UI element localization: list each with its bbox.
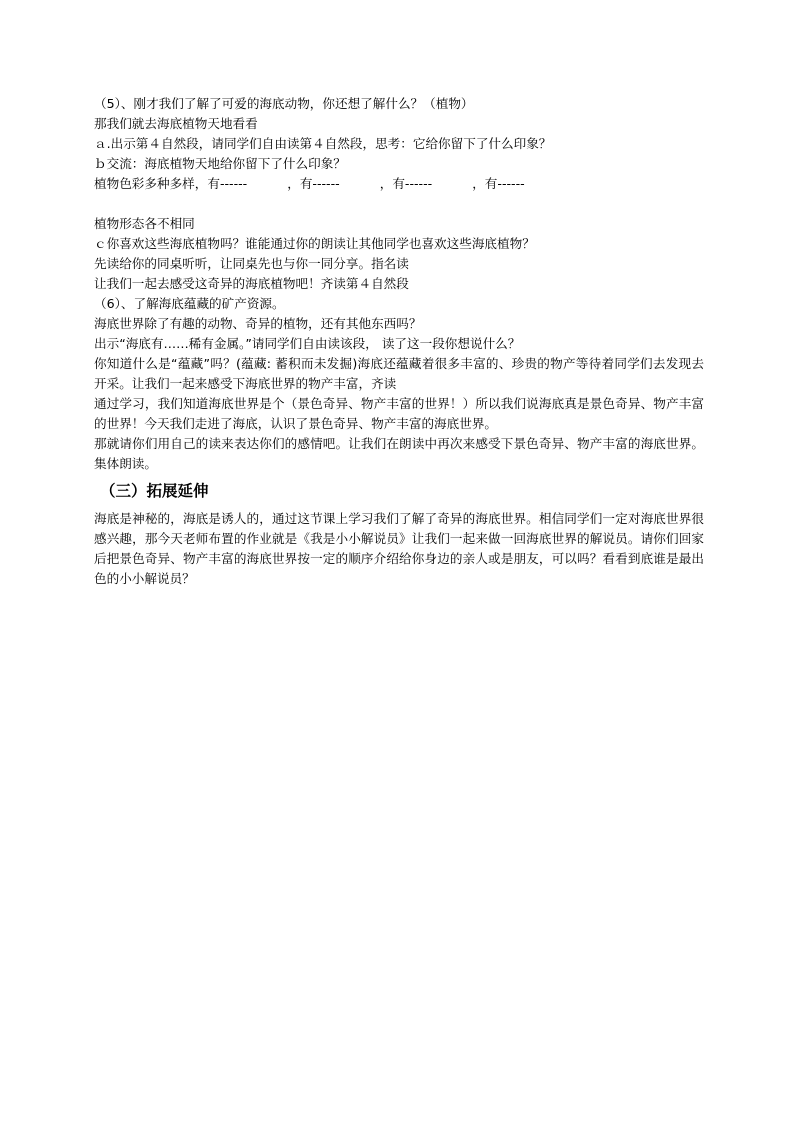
blank-line [94,194,704,214]
document-body [94,94,704,589]
paragraph: 你知道什么是“蕴藏”吗？(蕴藏: 蓄积而未发掘)海底还蕴藏着很多丰富的、珍贵的物产等待着同学们去发现去开采。让我们一起来感受下海底世界的物产丰富，齐读 [94,356,704,391]
text-line: ｃ你喜欢这些海底植物吗？谁能通过你的朗读让其他同学也喜欢这些海底植物？ [94,236,535,251]
paragraph: 通过学习，我们知道海底世界是个（景色奇异、物产丰富的世界！）所以我们说海底真是景色奇异、物产丰富的世界！今天我们走进了海底，认识了景色奇异、物产丰富的海底世界。 [94,396,704,431]
text-line: 那我们就去海底植物天地看看 [94,116,258,131]
text-line: 植物色彩多种多样，有------ ，有------ ，有------ ，有------ [94,176,525,191]
text-line: 出示“海底有……稀有金属。”请同学们自由读该段， 读了这一段你想说什么？ [94,336,521,351]
paragraph: 海底是神秘的，海底是诱人的，通过这节课上学习我们了解了奇异的海底世界。相信同学们一定对海底世界很感兴趣，那今天老师布置的作业就是《我是小小解说员》让我们一起来做一回海底世界的解说员。请你们回家后把景色奇异、物产丰富的海底世界按一定的顺序介绍给你身边的亲人或是朋友，可以吗？看看到底谁是最出色的小小解说员？ [94,511,704,586]
text-line: 先读给你的同桌听听，让同桌先也与你一同分享。指名读 [94,256,409,271]
text-line: 海底世界除了有趣的动物、奇异的植物，还有其他东西吗？ [94,316,422,331]
text-line: ｂ交流：海底植物天地给你留下了什么印象？ [94,156,346,171]
paragraph: 那就请你们用自己的读来表达你们的感情吧。让我们在朗读中再次来感受下景色奇异、物产丰富的海底世界。集体朗读。 [94,436,704,471]
text-line: （5）、刚才我们了解了可爱的海底动物，你还想了解什么？（植物） [94,96,474,111]
text-line: ａ.出示第４自然段，请同学们自由读第４自然段，思考：它给你留下了什么印象？ [94,136,552,151]
text-line: 让我们一起去感受这奇异的海底植物吧！齐读第４自然段 [94,276,409,291]
text-line: 植物形态各不相同 [94,216,195,231]
text-line: （6）、了解海底蕴藏的矿产资源。 [94,296,285,311]
section-heading: （三）拓展延伸 [100,482,209,500]
